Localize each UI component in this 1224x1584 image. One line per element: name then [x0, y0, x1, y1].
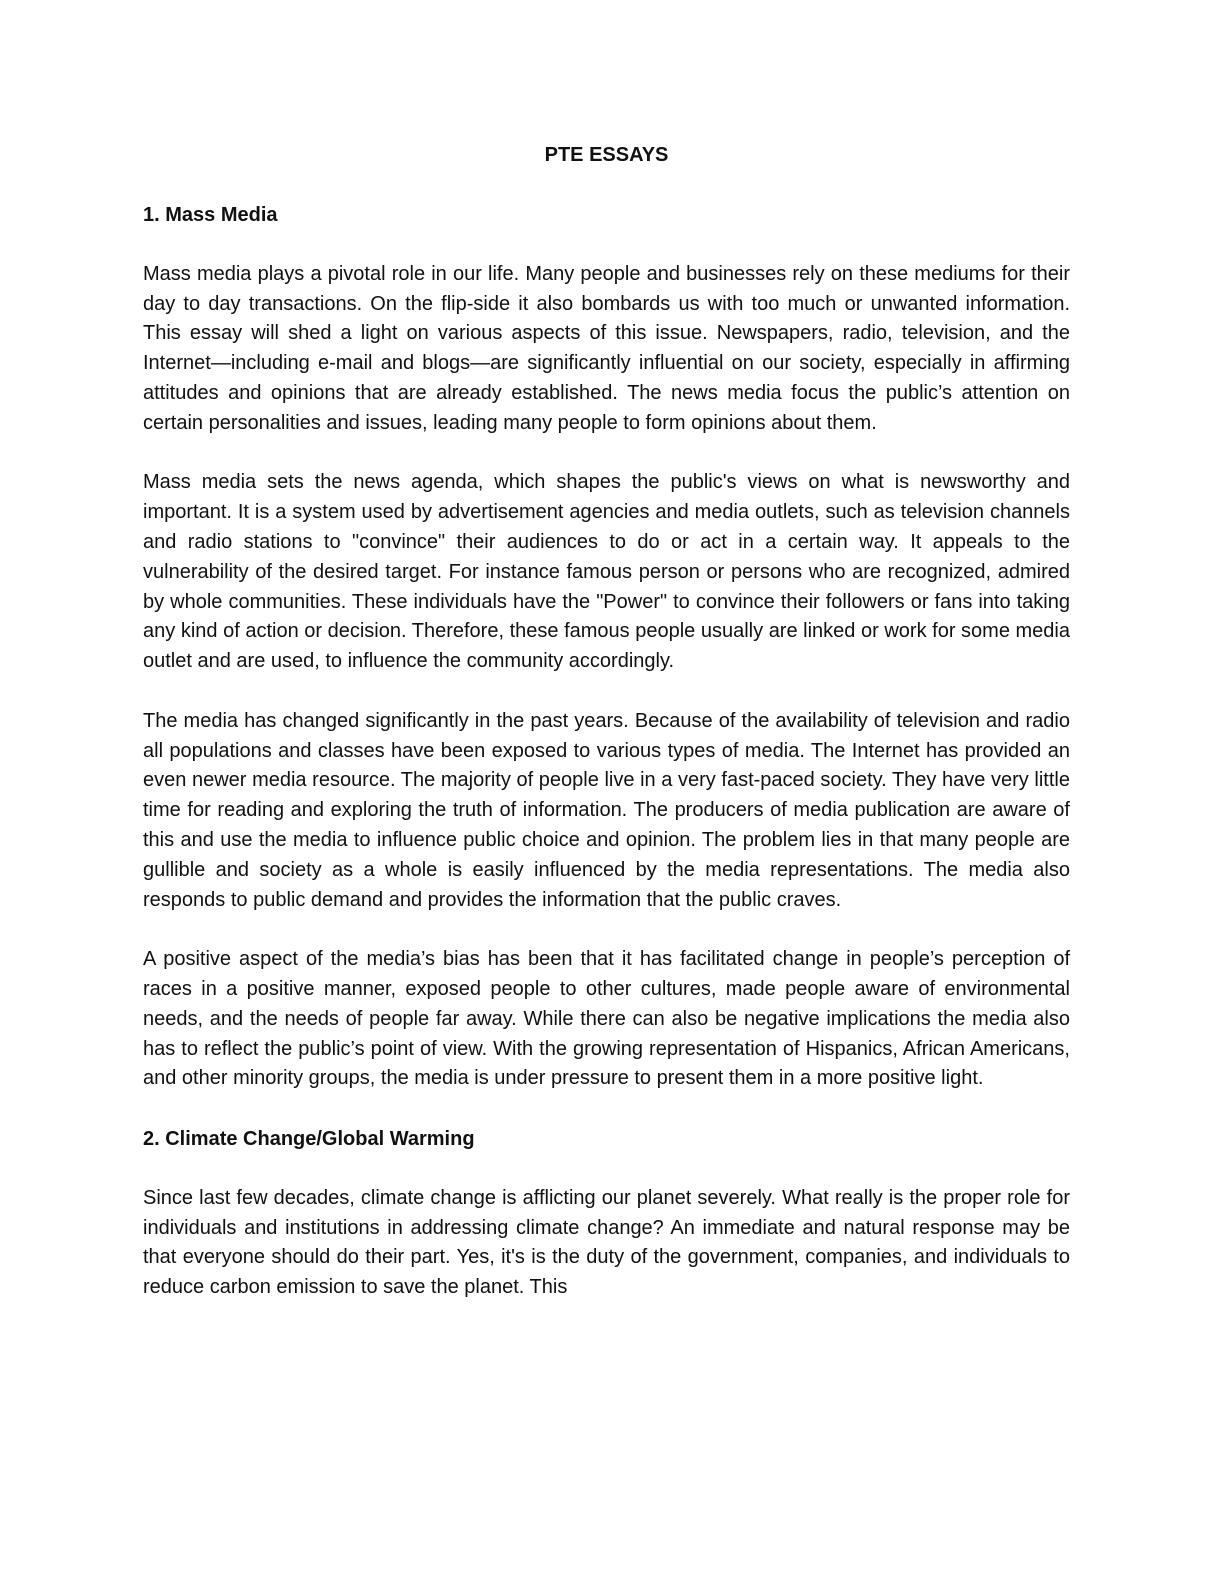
section-heading-climate-change: 2. Climate Change/Global Warming — [143, 1127, 475, 1150]
paragraph: A positive aspect of the media’s bias has been that it has facilitated change in people’s perception of races in a positive manner, exposed people to other cultures, made people aware of environmental needs, and the needs of people far away. While there can also be negative implications the media also has to reflect the public’s point of view. With the growing representation of Hispanics, African Americans, and other minority groups, the media is under pressure to present them in a more positive light. — [143, 948, 1070, 1090]
paragraph: Mass media sets the news agenda, which shapes the public's views on what is newsworthy and important. It is a system used by advertisement agencies and media outlets, such as television channels and radio stations to "convince" their audiences to do or act in a certain way. It appeals to the vulnerability of the desired target. For instance famous person or persons who are recognized, admired by whole communities. These individuals have the "Power" to convince their followers or fans into taking any kind of action or decision. Therefore, these famous people usually are linked or work for some media outlet and are used, to influence the community accordingly. — [143, 471, 1070, 673]
section-heading-mass-media: 1. Mass Media — [143, 204, 278, 226]
document-title: PTE ESSAYS — [544, 144, 669, 166]
paragraph: Since last few decades, climate change is afflicting our planet severely. What really is the proper role for individuals and institutions in addressing climate change? An immediate and natural response may be that everyone should do their part. Yes, it's is the duty of the government, companies, and individuals to reduce carbon emission to save the planet. This — [143, 1186, 1070, 1299]
document-page — [143, 140, 1070, 1303]
paragraph: The media has changed significantly in the past years. Because of the availability of television and radio all populations and classes have been exposed to various types of media. The Internet has provided an even newer media resource. The majority of people live in a very fast-paced society. They have very little time for reading and exploring the truth of information. The producers of media publication are aware of this and use the media to influence public choice and opinion. The problem lies in that many people are gullible and society as a whole is easily influenced by the media representations. The media also responds to public demand and provides the information that the public craves. — [143, 709, 1070, 911]
paragraph: Mass media plays a pivotal role in our life. Many people and businesses rely on these mediums for their day to day transactions. On the flip-side it also bombards us with too much or unwanted information. This essay will shed a light on various aspects of this issue. Newspapers, radio, television, and the Internet—including e-mail and blogs—are significantly influential on our society, especially in affirming attitudes and opinions that are already established. The news media focus the public’s attention on certain personalities and issues, leading many people to form opinions about them. — [143, 262, 1070, 434]
